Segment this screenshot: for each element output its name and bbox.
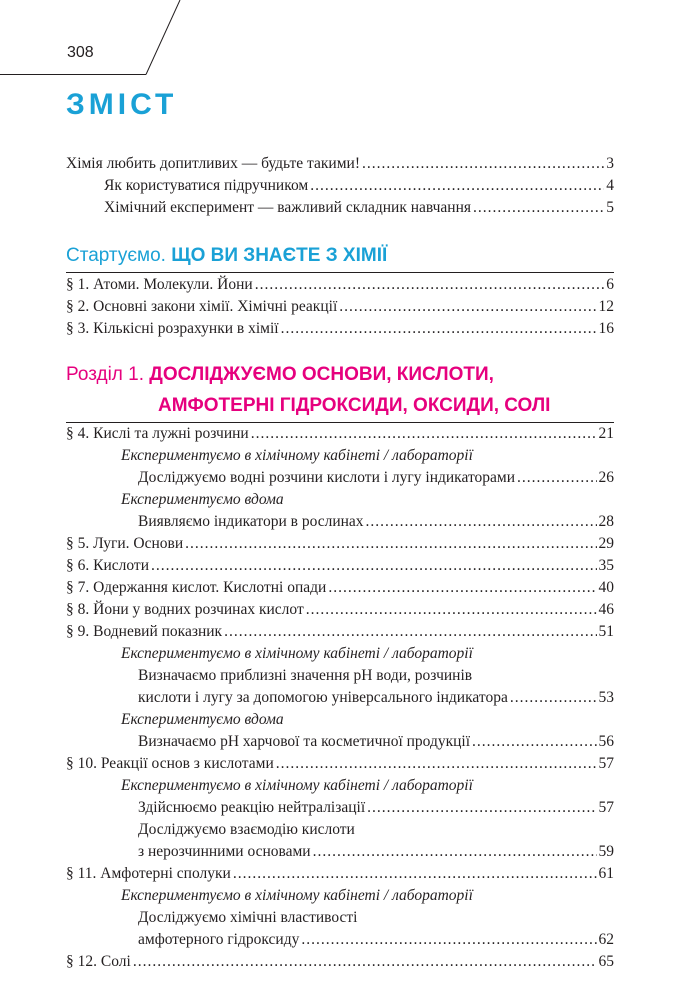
section-divider	[66, 272, 614, 273]
header-decoration	[0, 0, 200, 80]
toc-entry[interactable]: § 5. Луги. Основи ..... 29	[66, 533, 614, 555]
toc-entry-line[interactable]: Визначаємо приблизні значення pH води, розчинів	[138, 667, 473, 684]
toc-entry[interactable]: кислоти і лугу за допомогою універсального індикатора ..... 53	[66, 687, 614, 709]
section-heading-1-line2: АМФОТЕРНІ ГІДРОКСИДИ, ОКСИДИ, СОЛІ	[158, 395, 551, 416]
start-section-list	[66, 274, 614, 340]
toc-entry[interactable]: § 7. Одержання кислот. Кислотні опади ..... 40	[66, 577, 614, 599]
toc-entry[interactable]: амфотерного гідроксиду ..... 62	[66, 929, 614, 951]
section1-list	[66, 423, 614, 973]
toc-entry[interactable]: Визначаємо pH харчової та косметичної продукції ..... 56	[66, 731, 614, 753]
intro-list	[66, 153, 614, 219]
toc-entry-line[interactable]: Досліджуємо хімічні властивості	[138, 909, 358, 926]
toc-entry[interactable]: Хімія любить допитливих — будьте такими! ..... 3	[66, 153, 614, 175]
toc-entry[interactable]: Виявляємо індикатори в рослинах ..... 28	[66, 511, 614, 533]
toc-entry[interactable]: § 8. Йони у водних розчинах кислот ..... 46	[66, 599, 614, 621]
toc-entry[interactable]: Досліджуємо водні розчини кислоти і лугу індикаторами ..... 26	[66, 467, 614, 489]
toc-entry[interactable]: § 1. Атоми. Молекули. Йони ..... 6	[66, 274, 614, 296]
toc-entry[interactable]: Як користуватися підручником ..... 4	[66, 175, 614, 197]
experiment-label: Експериментуємо вдома	[121, 711, 284, 728]
toc-entry[interactable]: § 3. Кількісні розрахунки в хімії ..... 16	[66, 318, 614, 340]
toc-entry[interactable]: § 2. Основні закони хімії. Хімічні реакції ..... 12	[66, 296, 614, 318]
toc-entry[interactable]: § 11. Амфотерні сполуки ..... 61	[66, 863, 614, 885]
experiment-label: Експериментуємо в хімічному кабінеті / лабораторії	[121, 645, 473, 662]
toc-entry[interactable]: Хімічний експеримент — важливий складник навчання ..... 5	[66, 197, 614, 219]
toc-entry[interactable]: § 10. Реакції основ з кислотами ..... 57	[66, 753, 614, 775]
toc-entry[interactable]: § 6. Кислоти ..... 35	[66, 555, 614, 577]
page-title: ЗМІСТ	[66, 88, 178, 121]
toc-entry[interactable]: § 4. Кислі та лужні розчини ..... 21	[66, 423, 614, 445]
section-heading-start: Стартуємо. ЩО ВИ ЗНАЄТЕ З ХІМІЇ	[66, 245, 388, 266]
experiment-label: Експериментуємо в хімічному кабінеті / лабораторії	[121, 447, 473, 464]
section-heading-1: Розділ 1. ДОСЛІДЖУЄМО ОСНОВИ, КИСЛОТИ,	[66, 364, 494, 385]
toc-entry[interactable]: Здійснюємо реакцію нейтралізації ..... 57	[66, 797, 614, 819]
experiment-label: Експериментуємо в хімічному кабінеті / лабораторії	[121, 777, 473, 794]
page-number: 308	[67, 44, 94, 61]
toc-entry[interactable]: § 9. Водневий показник ..... 51	[66, 621, 614, 643]
experiment-label: Експериментуємо в хімічному кабінеті / лабораторії	[121, 887, 473, 904]
toc-entry-line[interactable]: Досліджуємо взаємодію кислоти	[138, 821, 355, 838]
toc-entry[interactable]: з нерозчинними основами ..... 59	[66, 841, 614, 863]
toc-entry[interactable]: § 12. Солі ..... 65	[66, 951, 614, 973]
experiment-label: Експериментуємо вдома	[121, 491, 284, 508]
